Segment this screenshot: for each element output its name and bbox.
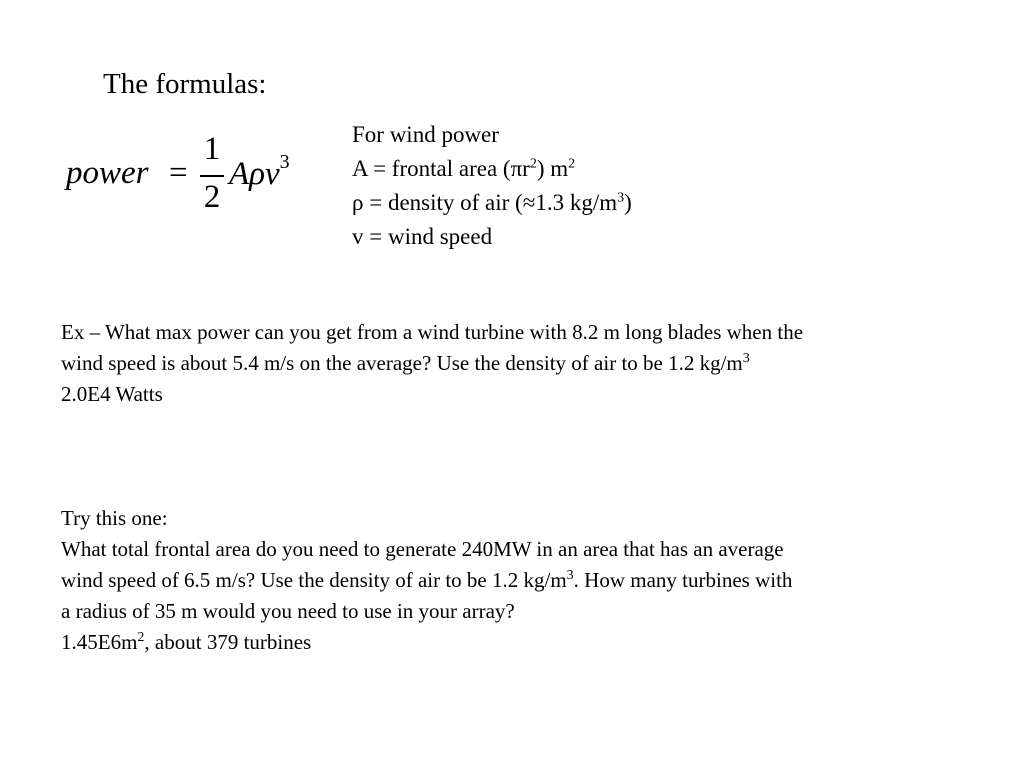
practice-line-3: a radius of 35 m would you need to use in your array? <box>61 599 515 623</box>
area-suffix: ) m <box>536 156 569 181</box>
density-exp: 3 <box>617 190 625 206</box>
definition-area <box>352 152 632 186</box>
practice-line-2 <box>61 565 981 596</box>
practice-heading: Try this one: <box>61 506 168 530</box>
area-prefix: A = frontal area (πr <box>352 156 530 181</box>
density-prefix: ρ = density of air (≈1.3 kg/m <box>352 190 618 215</box>
practice-answer-exp: 2 <box>137 630 145 645</box>
example-line-2-text: wind speed is about 5.4 m/s on the average? Use the density of air to be 1.2 kg/m <box>61 351 743 375</box>
area-exp: 2 <box>529 156 537 172</box>
definition-density <box>352 186 632 220</box>
formula-rhs-text: Aρv <box>229 156 280 192</box>
variable-definitions <box>352 118 632 254</box>
example-line-2-exp: 3 <box>742 351 750 366</box>
formula-lhs: power <box>66 155 149 191</box>
fraction-bar <box>200 175 224 177</box>
practice-line-2-post: . How many turbines with <box>573 568 793 592</box>
formula-denominator: 2 <box>203 179 221 215</box>
density-suffix: ) <box>624 190 632 215</box>
formula-exponent: 3 <box>279 151 290 173</box>
definition-speed: v = wind speed <box>352 224 493 249</box>
practice-line-1: What total frontal area do you need to generate 240MW in an area that has an average <box>61 537 784 561</box>
practice-problem <box>61 503 981 658</box>
practice-answer-pre: 1.45E6m <box>61 630 138 654</box>
power-formula <box>66 131 326 221</box>
example-line-2 <box>61 348 981 379</box>
practice-answer <box>61 627 981 658</box>
example-problem <box>61 317 981 410</box>
practice-answer-post: , about 379 turbines <box>144 630 312 654</box>
definitions-heading: For wind power <box>352 122 499 147</box>
area-unit-exp: 2 <box>568 156 576 172</box>
practice-line-2-pre: wind speed of 6.5 m/s? Use the density of air to be 1.2 kg/m <box>61 568 567 592</box>
example-line-1: Ex – What max power can you get from a wind turbine with 8.2 m long blades when the <box>61 320 804 344</box>
formula-equals: = <box>169 155 188 191</box>
formula-rhs <box>229 151 290 193</box>
formula-numerator: 1 <box>203 131 221 167</box>
example-answer: 2.0E4 Watts <box>61 382 163 406</box>
slide-title: The formulas: <box>103 68 267 100</box>
practice-line-2-exp: 3 <box>566 568 574 583</box>
